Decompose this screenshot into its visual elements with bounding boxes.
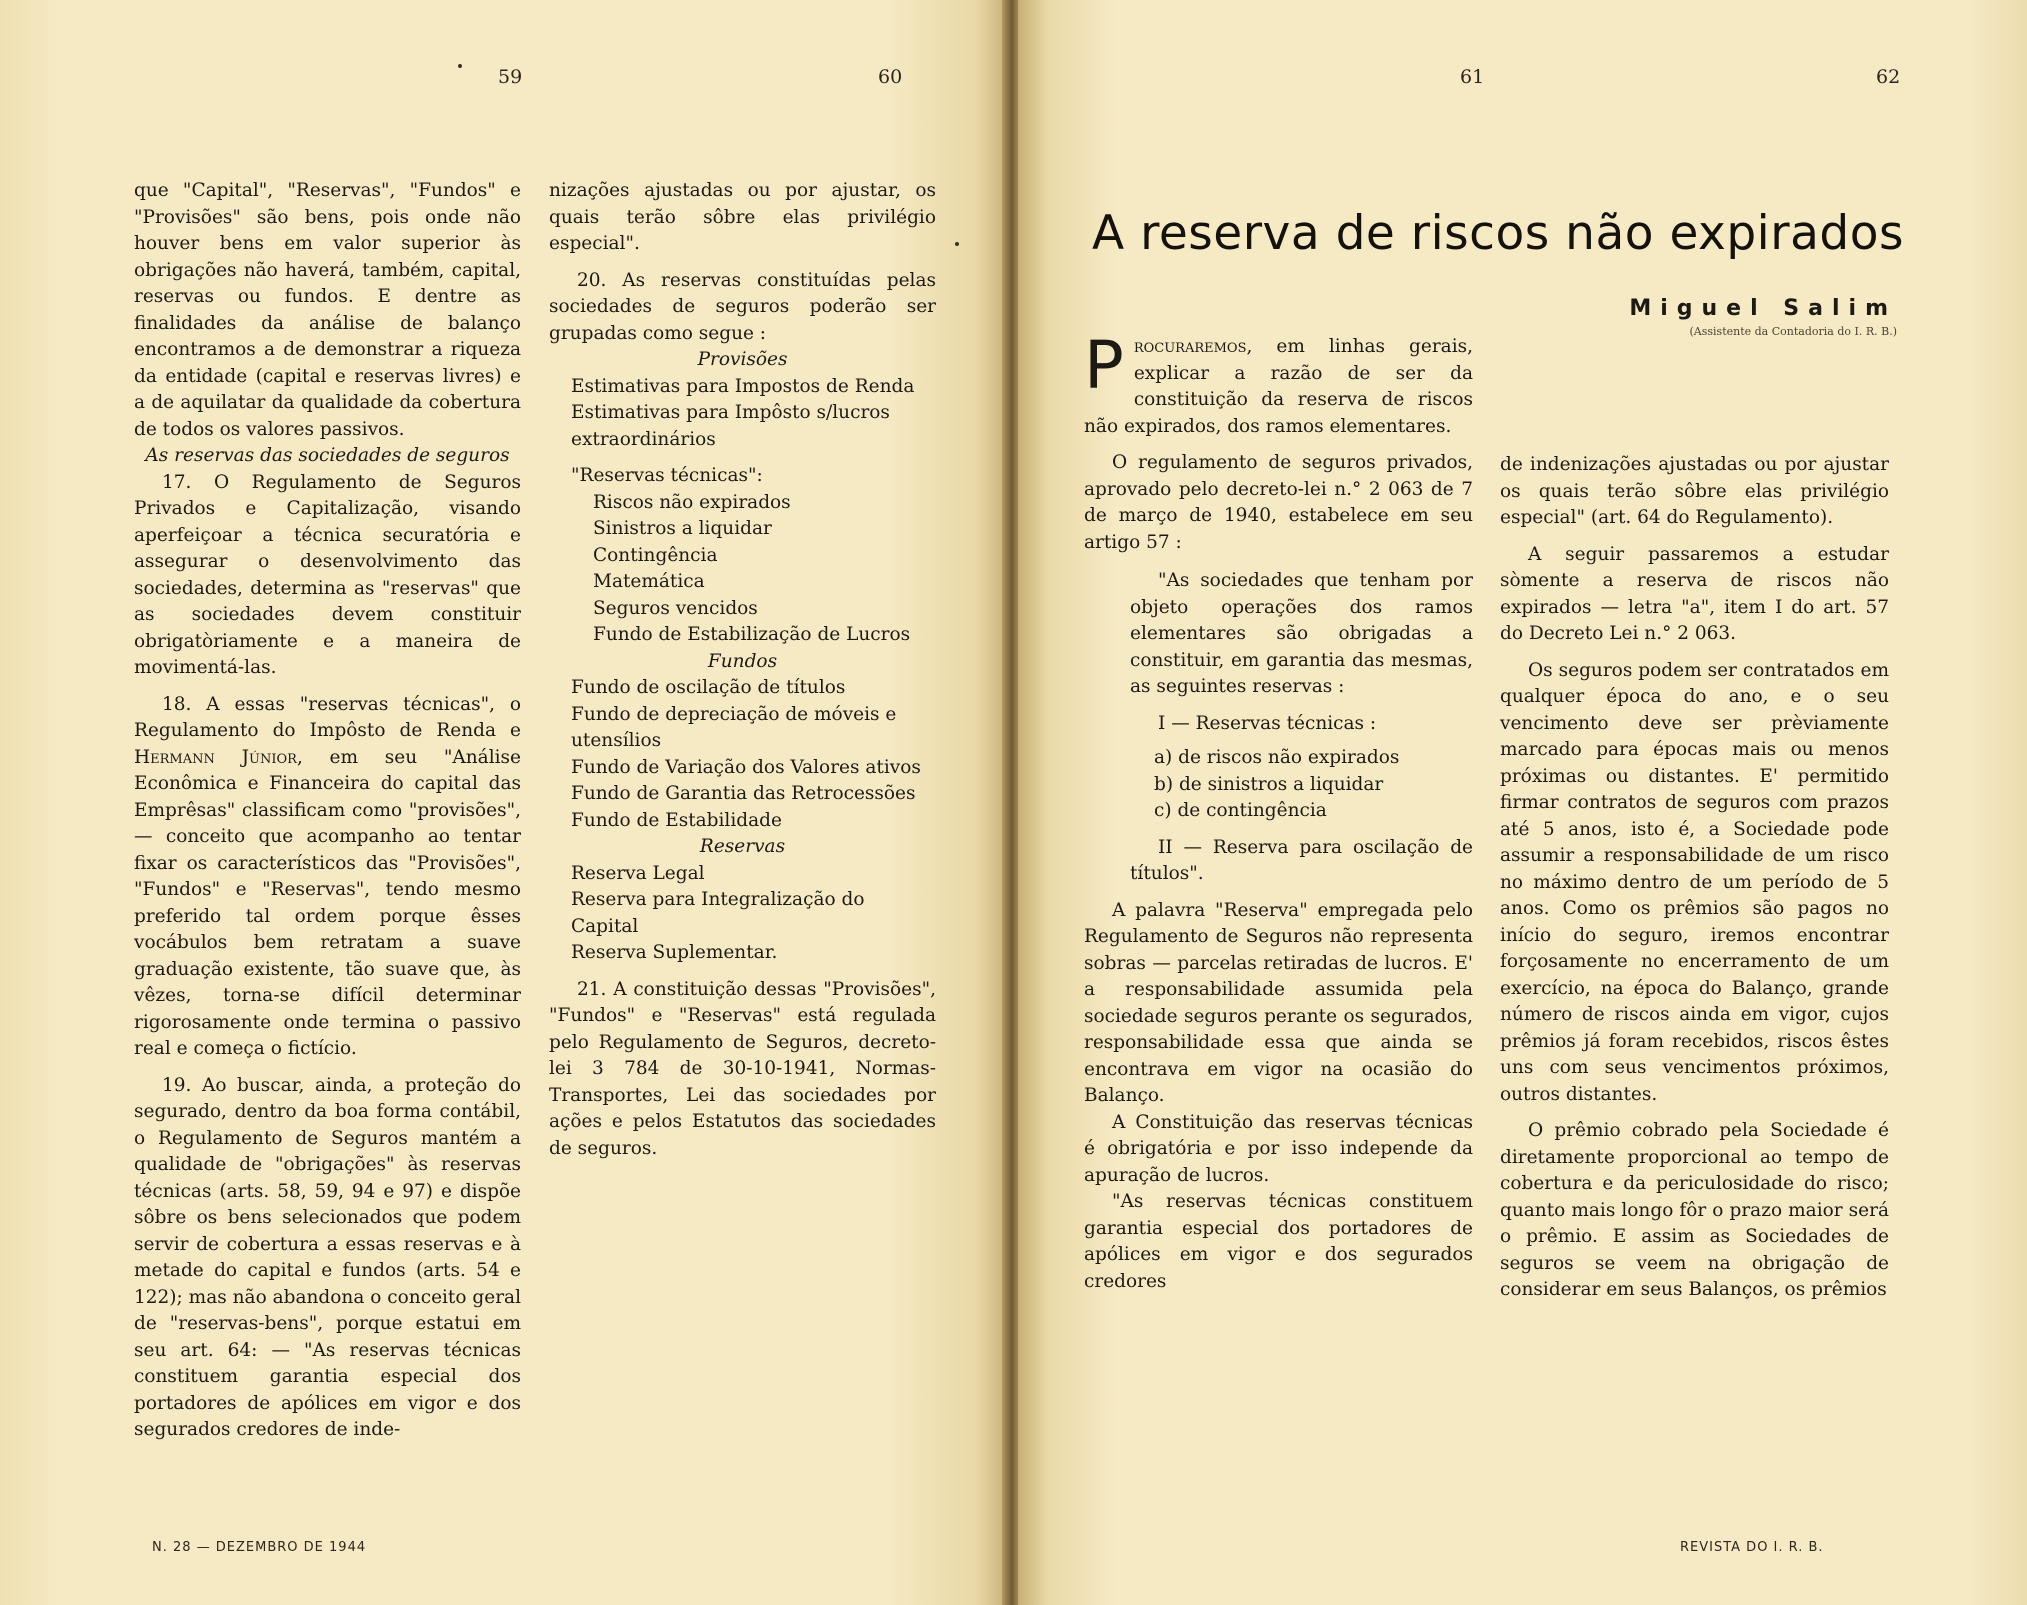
list-item: Reserva Legal	[571, 862, 705, 884]
paragraph: O prêmio cobrado pela Sociedade é diretamente proporcional ao tempo de cobertura e da periculosidade do risco; quanto mais longo fôr o prazo maior será o prêmio. E assim as Sociedades de seguros se veem na obrigação de considerar em seus Balanços, os prêmios	[1500, 1120, 1889, 1300]
paragraph-continuation: que "Capital", "Reservas", "Fundos" e "Provisões" são bens, pois onde não houver bens em valor superior às obrigações não haverá, também, capital, reservas ou fundos. E dentre as finalidades da análise de balanço encontramos a de demonstrar a riqueza da entidade (capital e reservas livres) e a de aquilatar da qualidade da cobertura de todos os valores passivos.	[134, 180, 521, 440]
paragraph-19: 19. Ao buscar, ainda, a proteção do segurado, dentro da boa forma contábil, o Regulamento de Seguros mantém a qualidade de "obrigações" às reservas técnicas (arts. 58, 59, 94 e 97) e dispõe sôbre os bens selecionados que podem servir de cobertura a essas reservas e à metade do capital e fundos (arts. 54 e 122); mas não abandona o conceito geral de "reservas-bens", porque estatui em seu art. 64: — "As reservas técnicas constituem garantia especial dos portadores de apólices em vigor e dos segurados credores de inde-	[134, 1074, 521, 1440]
column-page-59	[134, 178, 521, 1444]
list-item: Fundo de Garantia das Retrocessões	[571, 783, 916, 804]
list-item: b) de sinistros a liquidar	[1154, 773, 1384, 795]
paragraph: O regulamento de seguros privados, aprovado pelo decreto-lei n.° 2 063 de 7 de março de 1940, estabelece em seu artigo 57 :	[1084, 452, 1473, 553]
paragraph: A seguir passaremos a estudar sòmente a reserva de riscos não expirados — letra "a", item I do art. 57 do Decreto Lei n.° 2 063.	[1500, 543, 1889, 644]
paragraph-intro: Procuraremos, em linhas gerais, explicar a razão de ser da constituição da reserva de riscos não expirados, dos ramos elementares.	[1084, 327, 1473, 437]
author-role: (Assistente da Contadoria do I. R. B.)	[1689, 325, 1897, 338]
list-item: Reserva Suplementar.	[571, 942, 778, 963]
page-number-61: 61	[1460, 66, 1485, 88]
list-item: Estimativas para Impostos de Renda	[571, 375, 915, 397]
list-item: Estimativas para Impôsto s/lucros extraordinários	[571, 402, 890, 450]
page-number-60: 60	[878, 66, 903, 88]
list-item: Fundo de Estabilidade	[571, 809, 782, 831]
list-item: Fundo de depreciação de móveis e utensílios	[571, 703, 897, 751]
block-quote	[1084, 568, 1473, 888]
heading-provisoes: Provisões	[697, 349, 788, 370]
paragraph-21: 21. A constituição dessas "Provisões", "Fundos" e "Reservas" está regulada pelo Regulamento de Seguros, decreto-lei 3 784 de 30-10-1941, Normas-Transportes, Lei das sociedades por ações e pelos Estatutos das sociedades de seguros.	[549, 978, 936, 1159]
list-item: Contingência	[593, 544, 718, 566]
article-title: A reserva de riscos não expirados	[1092, 206, 1904, 262]
column-page-60	[549, 178, 936, 1162]
print-speck	[458, 64, 462, 68]
reservas-tecnicas-label: "Reservas técnicas":	[571, 465, 763, 486]
heading-fundos: Fundos	[707, 650, 778, 672]
heading-reservas: Reservas	[699, 836, 786, 857]
list-item: Matemática	[593, 571, 705, 592]
list-item: Riscos não expirados	[593, 491, 791, 513]
paragraph-18: 18. A essas "reservas técnicas", o Regulamento do Impôsto de Renda e Hermann Júnior, em seu "Análise Econômica e Financeira do capital das Emprêsas" classificam como "provisões", — conceito que acompanho ao tentar fixar os característicos das "Provisões", "Fundos" e "Reservas", tendo mesmo preferido tal ordem porque êsses vocábulos bem retratam a suave graduação existente, tão suave que, às vêzes, torna-se difícil determinar rigorosamente onde termina o passivo real e começa o fictício.	[134, 693, 521, 1059]
page-number-59: 59	[498, 66, 523, 88]
paragraph: A Constituição das reservas técnicas é obrigatória e por isso independe da apuração de lucros.	[1084, 1111, 1473, 1186]
reservas-tecnicas-list	[549, 490, 936, 649]
list-item: Fundo de Estabilização de Lucros	[593, 624, 911, 645]
paragraph: "As reservas técnicas constituem garantia especial dos portadores de apólices em vigor e dos segurados credores	[1084, 1191, 1473, 1292]
list-item: Fundo de oscilação de títulos	[571, 677, 846, 698]
paragraph: Os seguros podem ser contratados em qualquer época do ano, e o seu vencimento deve ser prèviamente marcado para épocas mais ou menos próximas ou distantes. E' permitido firmar contratos de seguros com prazos até 5 anos, isto é, a Sociedade pode assumir a responsabilidade de um risco no máximo dentro de um período de 5 anos. Como os prêmios são pagos no início do seguro, iremos encontrar forçosamente no encerramento de um exercício, na época do Balanço, grande número de riscos ainda em vigor, cujos prêmios já foram recebidos, riscos êstes uns com seus vencimentos próximos, outros distantes.	[1500, 659, 1889, 1105]
list-item: Seguros vencidos	[593, 597, 758, 619]
paragraph-continuation: nizações ajustadas ou por ajustar, os quais terão sôbre elas privilégio especial".	[549, 180, 936, 254]
paragraph-continuation: de indenizações ajustadas ou por ajustar os quais terão sôbre elas privilégio especial" (art. 64 do Regulamento).	[1500, 454, 1889, 528]
column-page-62	[1500, 452, 1889, 1304]
column-page-61	[1084, 327, 1473, 1295]
footer-publication: REVISTA DO I. R. B.	[1680, 1540, 1824, 1555]
left-page	[0, 0, 1006, 1605]
quote-item: II — Reserva para oscilação de títulos".	[1130, 836, 1473, 884]
section-heading: As reservas das sociedades de seguros	[145, 445, 510, 466]
list-item: Fundo de Variação dos Valores ativos	[571, 756, 921, 778]
byline	[1629, 296, 1897, 338]
list-item: Sinistros a liquidar	[593, 518, 772, 539]
drop-cap: P	[1084, 327, 1124, 404]
print-speck	[955, 242, 959, 246]
reservas-list	[549, 861, 936, 967]
footer-issue: N. 28 — DEZEMBRO DE 1944	[152, 1540, 367, 1555]
paragraph-17: 17. O Regulamento de Seguros Privados e Capitalização, visando aperfeiçoar a técnica securatória e assegurar o desenvolvimento das sociedades, determina as "reservas" que as sociedades devem constituir obrigatòriamente e a maneira de movimentá-las.	[134, 471, 521, 678]
fundos-list	[549, 675, 936, 834]
author-name: Miguel Salim	[1629, 296, 1897, 321]
list-item: Reserva para Integralização do Capital	[571, 889, 865, 937]
quote-text: "As sociedades que tenham por objeto operações dos ramos elementares são obrigadas a constituir, em garantia das mesmas, as seguintes reservas :	[1130, 570, 1473, 697]
page-number-62: 62	[1876, 66, 1901, 88]
quote-sublist	[1130, 745, 1473, 825]
provisoes-list	[549, 374, 936, 454]
list-item: a) de riscos não expirados	[1154, 747, 1400, 768]
list-item: c) de contingência	[1154, 800, 1327, 821]
paragraph-20: 20. As reservas constituídas pelas sociedades de seguros poderão ser grupadas como segue :	[549, 269, 936, 344]
paragraph: A palavra "Reserva" empregada pelo Regulamento de Seguros não representa sobras — parcelas retiradas de lucros. E' a responsabilidade assumida pela sociedade seguros perante os segurados, responsabilidade essa que ainda se encontrava em vigor na ocasião do Balanço.	[1084, 899, 1473, 1106]
quote-item: I — Reservas técnicas :	[1158, 712, 1377, 734]
author-reference: Hermann Júnior	[134, 746, 297, 768]
